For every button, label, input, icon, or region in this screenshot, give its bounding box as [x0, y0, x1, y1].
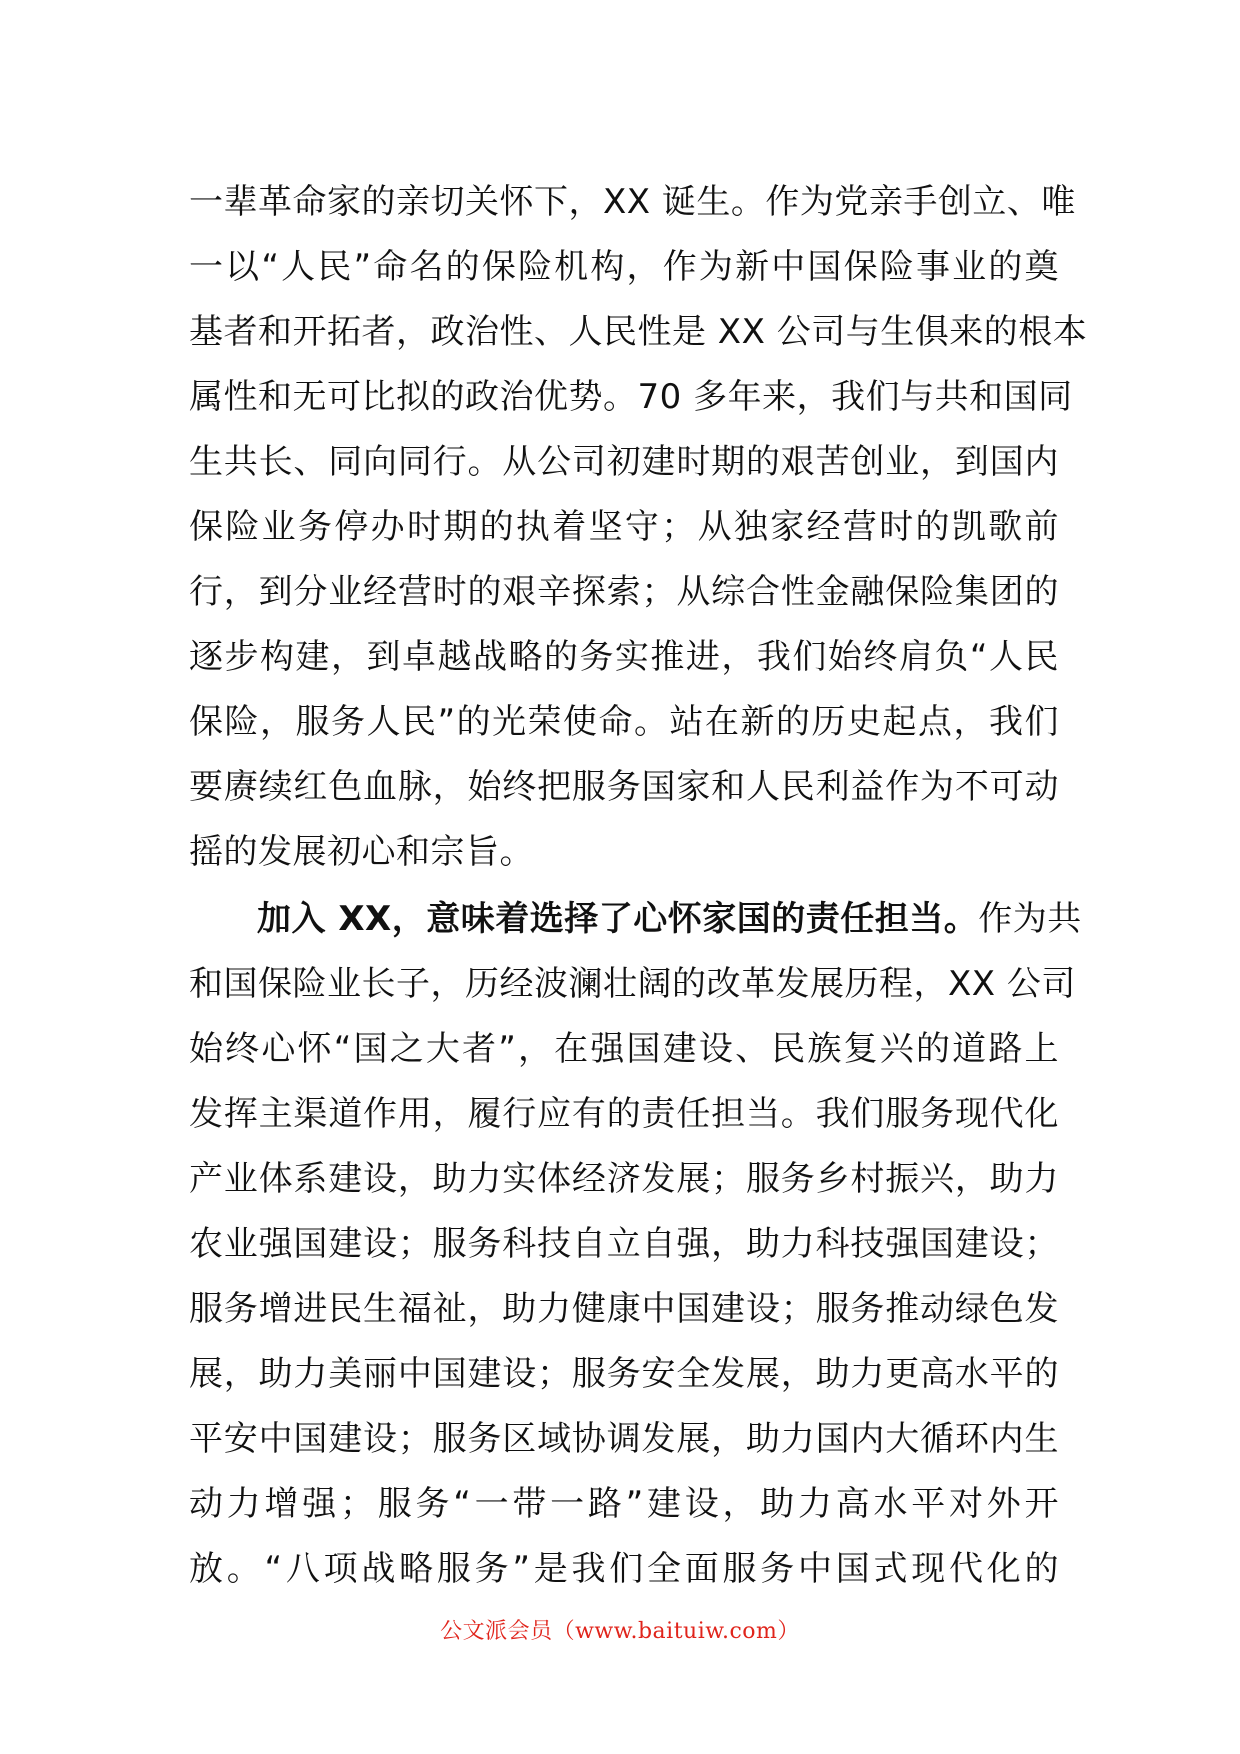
text-line: 要赓续红色血脉，始终把服务国家和人民利益作为不可动 [189, 767, 1059, 807]
text-line: 动力增强；服务“一带一路”建设，助力高水平对外开 [189, 1484, 1059, 1524]
text-line: 生共长、同向同行。从公司初建时期的艰苦创业，到国内 [189, 442, 1059, 482]
text-line: 平安中国建设；服务区域协调发展，助力国内大循环内生 [189, 1419, 1059, 1459]
text-line: 一以“人民”命名的保险机构，作为新中国保险事业的奠 [189, 247, 1059, 287]
text-line: 属性和无可比拟的政治优势。70 多年来，我们与共和国同 [189, 377, 1073, 417]
text-line: 农业强国建设；服务科技自立自强，助力科技强国建设； [189, 1224, 1059, 1264]
text-line: 发挥主渠道作用，履行应有的责任担当。我们服务现代化 [189, 1094, 1059, 1134]
text-line: 保险，服务人民”的光荣使命。站在新的历史起点，我们 [189, 702, 1059, 742]
text-line: 服务增进民生福祉，助力健康中国建设；服务推动绿色发 [189, 1289, 1059, 1329]
text-line: 摇的发展初心和宗旨。 [189, 832, 534, 872]
paragraph-heading-line [189, 887, 1082, 952]
text-line: 逐步构建，到卓越战略的务实推进，我们始终肩负“人民 [189, 637, 1059, 677]
text-line: 始终心怀“国之大者”，在强国建设、民族复兴的道路上 [189, 1029, 1059, 1069]
document-body [189, 170, 1088, 1602]
text-line: 放。“八项战略服务”是我们全面服务中国式现代化的 [189, 1549, 1059, 1589]
paragraph-heading: 加入 XX，意味着选择了心怀家国的责任担当。 [257, 899, 979, 939]
text-line: 一辈革命家的亲切关怀下，XX 诞生。作为党亲手创立、唯 [189, 182, 1076, 222]
paragraph-2 [189, 887, 1082, 1602]
heading-line-rest: 作为共 [978, 899, 1082, 939]
text-line: 和国保险业长子，历经波澜壮阔的改革发展历程，XX 公司 [189, 964, 1076, 1004]
footer-watermark-link[interactable]: 公文派会员（www.baituiw.com） [440, 1619, 800, 1644]
text-line: 保险业务停办时期的执着坚守；从独家经营时的凯歌前 [189, 507, 1059, 547]
text-line: 行，到分业经营时的艰辛探索；从综合性金融保险集团的 [189, 572, 1059, 612]
text-line: 基者和开拓者，政治性、人民性是 XX 公司与生俱来的根本 [189, 312, 1088, 352]
text-line: 展，助力美丽中国建设；服务安全发展，助力更高水平的 [189, 1354, 1059, 1394]
text-line: 产业体系建设，助力实体经济发展；服务乡村振兴，助力 [189, 1159, 1059, 1199]
paragraph-1 [189, 170, 1088, 885]
